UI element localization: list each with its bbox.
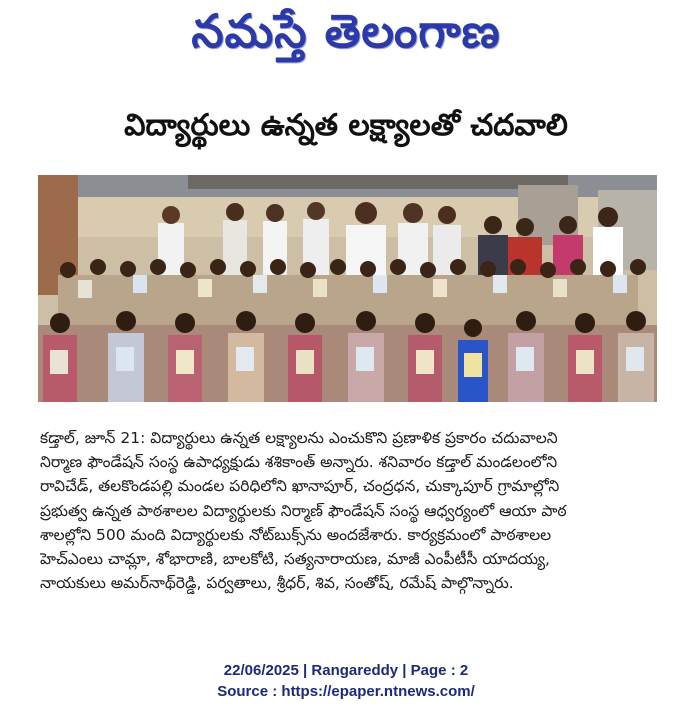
article-line: నిర్మాణ ఫౌండేషన్ సంస్థ ఉపాధ్యక్షుడు శశికాంత్ అన్నారు. శనివారం కడ్తాల్ మండలంలోని	[40, 453, 558, 472]
newspaper-masthead	[0, 6, 692, 68]
footer-separator: |	[303, 662, 308, 679]
article-body	[40, 426, 654, 595]
footer-source: Source : https://epaper.ntnews.com/	[217, 683, 475, 700]
article-line: రావిచేడ్, తలకొండపల్లి మండల పరిధిలోని ఖానాపూర్, చంద్రధన, చుక్కాపూర్ గ్రామాల్లోని	[40, 477, 560, 496]
group-photo-image	[38, 175, 657, 402]
footer-meta	[0, 660, 692, 681]
article-line: శాలల్లోని 500 మంది విద్యార్థులకు నోట్‌బుక్స్‌ను అందజేశారు. కార్యక్రమంలో పాఠశాలల	[40, 525, 552, 544]
article-headline: విద్యార్థులు ఉన్నత లక్ష్యాలతో చదవాలి	[124, 108, 568, 143]
article-line: కడ్తాల్, జూన్ 21: విద్యార్థులు ఉన్నత లక్ష్యాలను ఎంచుకొని ప్రణాళిక ప్రకారం చదువాలని	[40, 429, 558, 447]
footer-edition: Rangareddy	[311, 662, 399, 679]
article-line: ప్రభుత్వ ఉన్నత పాఠశాలల విద్యార్థులకు నిర్మాణ్ ఫౌండేషన్ సంస్థ ఆధ్వర్యంలో ఆయా పాఠ	[40, 501, 567, 520]
page-footer	[0, 660, 692, 702]
article-line: నాయకులు అమర్‌నాథ్‌రెడ్డి, పర్వతాలు, శ్రీధర్, శివ, సంతోష్, రమేష్ పాల్గొన్నారు.	[40, 574, 514, 593]
footer-date: 22/06/2025	[223, 662, 299, 679]
article-photo	[38, 175, 657, 402]
footer-separator: |	[402, 662, 407, 679]
masthead-title: నమస్తే తెలంగాణ	[191, 4, 501, 58]
footer-page: Page : 2	[410, 662, 469, 679]
article-line: హెచ్‌ఎంలు చామ్లా, శోభారాణి, బాలకోటి, సత్యనారాయణ, మాజీ ఎంపీటీసీ యాదయ్య,	[40, 550, 550, 569]
